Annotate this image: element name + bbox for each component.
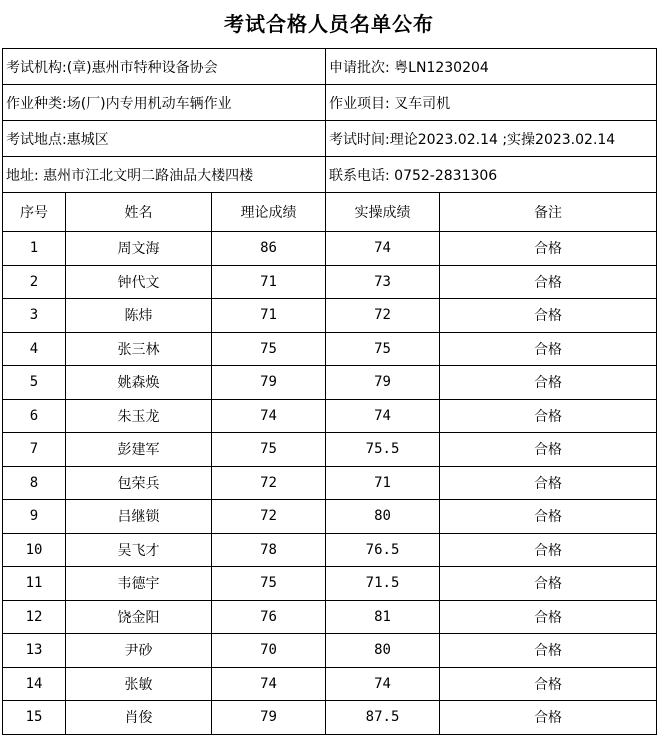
- col-header-theory: 理论成绩: [212, 193, 326, 232]
- table-row: [3, 634, 657, 668]
- table-row: [3, 299, 657, 333]
- exam-org: 考试机构:(章)惠州市特种设备协会: [3, 49, 326, 85]
- cell-theory-score: 72: [212, 466, 326, 500]
- cell-remark: 合格: [440, 399, 657, 433]
- cell-index: 15: [3, 701, 66, 735]
- cell-theory-score: 75: [212, 332, 326, 366]
- cell-remark: 合格: [440, 701, 657, 735]
- table-row: [3, 232, 657, 266]
- cell-practical-score: 75: [326, 332, 440, 366]
- table-row: [3, 600, 657, 634]
- cell-practical-score: 80: [326, 634, 440, 668]
- cell-practical-score: 71: [326, 466, 440, 500]
- address: 地址: 惠州市江北文明二路油品大楼四楼: [3, 157, 326, 193]
- cell-practical-score: 71.5: [326, 567, 440, 601]
- exam-place: 考试地点:惠城区: [3, 121, 326, 157]
- cell-theory-score: 71: [212, 265, 326, 299]
- table-row: [3, 567, 657, 601]
- cell-practical-score: 80: [326, 500, 440, 534]
- cell-name: 包荣兵: [66, 466, 212, 500]
- cell-theory-score: 78: [212, 533, 326, 567]
- cell-index: 12: [3, 600, 66, 634]
- cell-name: 朱玉龙: [66, 399, 212, 433]
- cell-remark: 合格: [440, 466, 657, 500]
- info-row: [3, 49, 657, 85]
- cell-theory-score: 76: [212, 600, 326, 634]
- cell-theory-score: 75: [212, 433, 326, 467]
- cell-remark: 合格: [440, 567, 657, 601]
- table-row: [3, 332, 657, 366]
- cell-theory-score: 72: [212, 500, 326, 534]
- cell-remark: 合格: [440, 500, 657, 534]
- cell-name: 张敏: [66, 667, 212, 701]
- cell-theory-score: 74: [212, 399, 326, 433]
- contact-phone: 联系电话: 0752-2831306: [326, 157, 657, 193]
- cell-remark: 合格: [440, 667, 657, 701]
- cell-practical-score: 87.5: [326, 701, 440, 735]
- cell-name: 韦德宇: [66, 567, 212, 601]
- table-row: [3, 667, 657, 701]
- cell-theory-score: 74: [212, 667, 326, 701]
- cell-name: 陈炜: [66, 299, 212, 333]
- cell-index: 9: [3, 500, 66, 534]
- cell-index: 5: [3, 366, 66, 400]
- col-header-remark: 备注: [440, 193, 657, 232]
- cell-name: 吕继锁: [66, 500, 212, 534]
- cell-practical-score: 76.5: [326, 533, 440, 567]
- cell-practical-score: 74: [326, 399, 440, 433]
- table-row: [3, 466, 657, 500]
- cell-practical-score: 79: [326, 366, 440, 400]
- cell-remark: 合格: [440, 433, 657, 467]
- cell-theory-score: 71: [212, 299, 326, 333]
- cell-name: 周文海: [66, 232, 212, 266]
- cell-remark: 合格: [440, 634, 657, 668]
- info-row: [3, 85, 657, 121]
- table-row: [3, 533, 657, 567]
- cell-theory-score: 86: [212, 232, 326, 266]
- cell-practical-score: 74: [326, 667, 440, 701]
- table-row: [3, 265, 657, 299]
- cell-theory-score: 79: [212, 366, 326, 400]
- cell-remark: 合格: [440, 265, 657, 299]
- table-row: [3, 399, 657, 433]
- cell-remark: 合格: [440, 332, 657, 366]
- cell-index: 2: [3, 265, 66, 299]
- table-header-row: [3, 193, 657, 232]
- cell-index: 1: [3, 232, 66, 266]
- cell-index: 11: [3, 567, 66, 601]
- cell-index: 10: [3, 533, 66, 567]
- col-header-practical: 实操成绩: [326, 193, 440, 232]
- table-row: [3, 500, 657, 534]
- cell-practical-score: 72: [326, 299, 440, 333]
- cell-name: 钟代文: [66, 265, 212, 299]
- info-row: [3, 121, 657, 157]
- cell-name: 张三林: [66, 332, 212, 366]
- cell-name: 吴飞才: [66, 533, 212, 567]
- cell-index: 6: [3, 399, 66, 433]
- table-row: [3, 366, 657, 400]
- col-header-name: 姓名: [66, 193, 212, 232]
- cell-theory-score: 70: [212, 634, 326, 668]
- cell-remark: 合格: [440, 600, 657, 634]
- cell-theory-score: 79: [212, 701, 326, 735]
- exam-time: 考试时间:理论2023.02.14 ;实操2023.02.14: [326, 121, 657, 157]
- cell-index: 3: [3, 299, 66, 333]
- cell-index: 14: [3, 667, 66, 701]
- table-row: [3, 701, 657, 735]
- cell-name: 姚森焕: [66, 366, 212, 400]
- cell-name: 肖俊: [66, 701, 212, 735]
- cell-remark: 合格: [440, 533, 657, 567]
- cell-name: 尹砂: [66, 634, 212, 668]
- results-table: [2, 48, 657, 735]
- table-row: [3, 433, 657, 467]
- cell-remark: 合格: [440, 299, 657, 333]
- cell-practical-score: 75.5: [326, 433, 440, 467]
- job-item: 作业项目: 叉车司机: [326, 85, 657, 121]
- cell-name: 彭建军: [66, 433, 212, 467]
- cell-index: 8: [3, 466, 66, 500]
- info-row: [3, 157, 657, 193]
- page-title: 考试合格人员名单公布: [224, 12, 434, 36]
- cell-practical-score: 73: [326, 265, 440, 299]
- cell-index: 7: [3, 433, 66, 467]
- cell-name: 饶金阳: [66, 600, 212, 634]
- cell-practical-score: 81: [326, 600, 440, 634]
- cell-index: 13: [3, 634, 66, 668]
- job-type: 作业种类:场(厂)内专用机动车辆作业: [3, 85, 326, 121]
- col-header-index: 序号: [3, 193, 66, 232]
- cell-remark: 合格: [440, 366, 657, 400]
- cell-theory-score: 75: [212, 567, 326, 601]
- cell-remark: 合格: [440, 232, 657, 266]
- cell-index: 4: [3, 332, 66, 366]
- cell-practical-score: 74: [326, 232, 440, 266]
- application-batch: 申请批次: 粤LN1230204: [326, 49, 657, 85]
